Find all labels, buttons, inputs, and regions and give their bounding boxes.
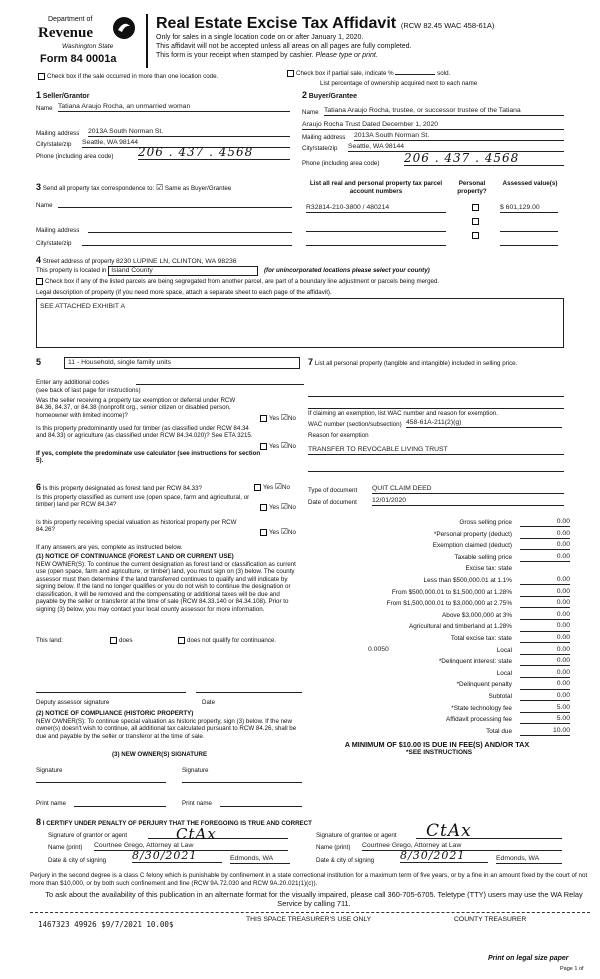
doc-type-row	[308, 487, 564, 494]
print-name-label-1: Print name	[36, 800, 66, 807]
seller-section	[36, 90, 292, 170]
exemption-no-checkbox[interactable]: ☑	[280, 413, 288, 422]
historic-no-label: No	[288, 529, 296, 536]
buyer-city-label: City/state/zip	[302, 145, 338, 152]
notice1-text: NEW OWNER(S): To continue the current designation as forest land or classification as current use (open space, farm and agriculture, or timber) land, you must sign on (3) below. The county assessor must then determine if the land transferred continues to qualify and will indicate by signing below. If the land no longer qualifies or you do not wish to continue the designation or classification, it will be removed and the compensating or additional taxes will be due and payable by the seller or transferor at the time of sale (RCW 84.33.140 or 84.34.108). Prior to signing (3) below, you may contact your local county assessor for more information.	[36, 561, 296, 613]
current-use-yes-no	[258, 502, 296, 512]
tax-row-label: Local	[496, 646, 512, 654]
partial-sale-check	[285, 70, 450, 78]
tax-row-value[interactable]: 5.00	[520, 715, 570, 724]
partial-sale-label: Check box if partial sale, indicate %	[296, 70, 394, 78]
buyer-phone-label: Phone (including area code)	[302, 160, 380, 167]
grantee-name-field[interactable]: Courtnee Grego, Attorney at Law	[362, 842, 562, 851]
multi-location-checkbox[interactable]	[38, 73, 45, 80]
if-yes-note: If any answers are yes, complete as instructed below.	[36, 544, 183, 551]
grantor-city-field[interactable]: Edmonds, WA	[230, 855, 290, 864]
tax-row-value[interactable]: 0.00	[520, 553, 570, 562]
current-use-q: Is this property classified as current use (open space, farm and agricultural, or timber) land per RCW 84.34?	[36, 494, 250, 509]
this-land-row	[36, 637, 304, 644]
segregated-label: Check box if any of the listed parcels are being segregated from another parcel, are part of a boundary line adjustment or parcels being merged.	[45, 278, 440, 286]
reason-field[interactable]: TRANSFER TO REVOCABLE LIVING TRUST	[308, 446, 564, 455]
seller-name-label: Name	[36, 105, 53, 112]
same-as-buyer-label: Same as Buyer/Grantee	[164, 185, 232, 192]
historic-yes-checkbox[interactable]	[260, 529, 267, 536]
forest-yes-label: Yes	[263, 484, 274, 491]
buyer-city-field[interactable]: Seattle, WA 98144	[348, 143, 564, 152]
legal-label: Legal description of property (if you need more space, attach a separate sheet to each page of the affidavit).	[36, 289, 332, 296]
assessed-value-1[interactable]: $ 601,129.00	[500, 204, 558, 213]
reason-label: Reason for exemption	[308, 432, 369, 439]
forest-q1	[36, 482, 202, 493]
segregated-row	[36, 278, 439, 286]
subtitle-2: This affidavit will not be accepted unless all areas on all pages are fully completed.	[156, 43, 412, 50]
buyer-mail-label: Mailing address	[302, 134, 346, 141]
tax-row-value[interactable]: 0.00	[520, 622, 570, 631]
subtitle-3a: This form is your receipt when stamped by cashier.	[156, 52, 314, 59]
personal-property-section	[308, 357, 564, 517]
historic-q: Is this property receiving special valuation as historical property per RCW 84.26?	[36, 519, 237, 534]
deputy-signature-line[interactable]	[36, 692, 186, 693]
doc-type-label: Type of document	[308, 487, 358, 494]
page-number: Page 1 of	[560, 966, 584, 972]
tax-row-value[interactable]: 0.00	[520, 611, 570, 620]
tax-row-label: *Delinquent penalty	[456, 681, 512, 689]
deputy-date-line[interactable]	[196, 692, 302, 693]
grantee-name-label: Name (print)	[316, 844, 351, 851]
subtitle-1: Only for sales in a single location code on or after January 1, 2020.	[156, 34, 364, 41]
tax-row-value[interactable]: 0.00	[520, 692, 570, 701]
exemption-claim-label: If claiming an exemption, list WAC number and reason for exemption.	[308, 410, 498, 417]
tax-row-value[interactable]: 10.00	[520, 727, 570, 736]
grantee-city-field[interactable]: Edmonds, WA	[496, 855, 562, 864]
buyer-num: 2	[302, 90, 308, 100]
buyer-name-label: Name	[302, 109, 319, 116]
buyer-head-label: Buyer/Grantee	[308, 93, 357, 100]
seller-phone-field[interactable]: 206 . 437 . 4568	[138, 145, 290, 160]
multi-location-check	[36, 73, 218, 81]
perjury-text: Perjury in the second degree is a class C felony which is punishable by confinement in a state correctional institution for a maximum term of five years, or by a fine in an amount fixed by the court of not more than $10,000, or by both such confinement and fine (RCW 9A.72.030 and RCW 9A.20.021(1)(c)).	[30, 872, 588, 887]
exemption-yes-checkbox[interactable]	[260, 415, 267, 422]
current-use-yes-checkbox[interactable]	[260, 504, 267, 511]
grantor-sig-label: Signature of grantor or agent	[48, 832, 128, 839]
revenue-logo-icon	[112, 16, 136, 40]
county-select[interactable]: Island County	[108, 266, 258, 276]
does-checkbox[interactable]	[110, 637, 117, 644]
buyer-mail-row	[302, 134, 564, 141]
additional-codes-field[interactable]	[136, 384, 304, 385]
personal-prop-checkbox-3[interactable]	[472, 232, 479, 239]
doc-date-label: Date of document	[308, 499, 357, 506]
does-not-label: does not qualify for continuance.	[187, 637, 277, 645]
doc-type-field[interactable]: QUIT CLAIM DEED	[372, 485, 564, 494]
tax-row-value[interactable]: 0.00	[520, 646, 570, 655]
grantee-date-label: Date & city of signing	[316, 857, 375, 864]
buyer-phone-row	[302, 151, 564, 167]
corr-mail-field[interactable]	[88, 232, 292, 233]
notice2-text: NEW OWNER(S): To continue special valuation as historic property, sign (3) below. If the new owner(s) doesn't wish to continue, all additional tax calculated pursuant to RCW 84.26, shall be due and payable by the seller or transferor at the time of sale.	[36, 718, 297, 740]
certify-row	[36, 817, 312, 828]
grantor-signature-line[interactable]	[148, 838, 288, 839]
new-owner-print-1[interactable]	[74, 800, 166, 807]
correspondence-section	[36, 182, 296, 250]
new-owner-signature-2[interactable]	[182, 782, 302, 783]
current-use-no-checkbox[interactable]: ☑	[280, 502, 288, 511]
seller-phone-label: Phone (including area code)	[36, 153, 114, 160]
see-back-note: (see back of last page for instructions)	[36, 387, 141, 394]
doc-date-row	[308, 499, 564, 506]
section6-num: 6	[36, 482, 42, 492]
revenue-logo-text: Revenue	[38, 25, 93, 41]
tax-row-label: Total due	[486, 727, 512, 735]
does-not-checkbox[interactable]	[178, 637, 185, 644]
legal-size-note: Print on legal size paper	[488, 955, 569, 962]
see-instructions-note: *SEE INSTRUCTIONS	[405, 749, 473, 757]
tax-row-label: Excise tax: state	[465, 565, 512, 573]
reason-field-2[interactable]	[308, 464, 564, 472]
tax-row-label: Local	[496, 669, 512, 677]
form-header	[36, 12, 596, 70]
buyer-name-row	[302, 109, 564, 116]
personal-prop-checkbox-2[interactable]	[472, 218, 479, 225]
tax-table	[308, 517, 570, 817]
does-not-option	[176, 637, 302, 645]
county-treasurer-label: COUNTY TREASURER	[454, 916, 527, 923]
forest-no-checkbox[interactable]: ☑	[274, 482, 282, 491]
additional-codes-row	[36, 379, 304, 386]
multi-location-label: Check box if the sale occurred in more than one location code.	[47, 73, 219, 81]
seller-mail-field[interactable]: 2013A South Norman St.	[88, 128, 290, 137]
located-label: This property is located in	[36, 267, 107, 274]
tax-row-label: Affidavit processing fee	[446, 716, 512, 724]
tax-row-value[interactable]: 0.00	[520, 599, 570, 608]
section8-num: 8	[36, 817, 42, 827]
corr-name-row	[36, 202, 292, 209]
buyer-phone-field[interactable]: 206 . 437 . 4568	[404, 151, 564, 166]
subtitle-3b: Please type or print.	[315, 52, 378, 59]
certify-label: I CERTIFY UNDER PENALTY OF PERJURY THAT THE FOREGOING IS TRUE AND CORRECT	[42, 820, 312, 827]
seller-mail-row	[36, 130, 292, 137]
tax-row-label: Gross selling price	[459, 519, 512, 526]
forest-yes-checkbox[interactable]	[254, 484, 261, 491]
buyer-mail-field[interactable]: 2013A South Norman St.	[354, 132, 564, 141]
notice2-heading: (2) NOTICE OF COMPLIANCE (HISTORIC PROPERTY)	[36, 710, 194, 717]
assessed-value-3[interactable]	[500, 238, 558, 246]
section5-num: 5	[36, 357, 42, 367]
tax-row-label: From $1,500,000.01 to $3,000,000 at 2.75%	[386, 600, 512, 608]
parcel-number-2[interactable]	[306, 224, 446, 232]
historic-yes-label: Yes	[269, 529, 280, 536]
wac-label: WAC number (section/subsection)	[308, 421, 402, 428]
new-owner-sig-heading: (3) NEW OWNER(S) SIGNATURE	[112, 751, 208, 758]
tax-row-label: *State technology fee	[451, 704, 512, 712]
seller-city-label: City/state/zip	[36, 141, 72, 148]
tax-row-value[interactable]: 0.00	[520, 588, 570, 597]
seller-heading	[36, 90, 89, 101]
seller-city-field[interactable]: Seattle, WA 98144	[82, 139, 290, 148]
buyer-name-field[interactable]: Tatiana Araujo Rocha, trustee, or successor trustee of the Tatiana	[324, 107, 564, 116]
land-use-code-select[interactable]: 11 - Household, single family units	[64, 357, 300, 369]
tax-row-value[interactable]: 0.00	[520, 518, 570, 527]
personal-prop-checkbox-1[interactable]	[472, 204, 479, 211]
correspondence-label: Send all property tax correspondence to:	[42, 185, 155, 192]
personal-property-field-2[interactable]	[308, 401, 564, 409]
this-land-label: This land:	[36, 637, 63, 644]
buyer-section	[302, 90, 564, 174]
wac-field[interactable]: 458-61A-211(2)(g)	[406, 419, 562, 428]
sold-label: sold.	[437, 70, 451, 78]
tax-row-value[interactable]: 0.00	[520, 634, 570, 643]
sig-label-2: Signature	[182, 767, 209, 774]
unincorp-note: (for unincorporated locations please select your county)	[263, 267, 430, 274]
tax-row-label: Taxable selling price	[454, 553, 512, 561]
street-label: Street address of property	[42, 258, 115, 265]
timber-question: Is this property predominantly used for timber (as classified under RCW 84.34 and 84.33) or agriculture (as classified under RCW 84.34.020)? See ETA 3215.	[36, 425, 253, 440]
street-field[interactable]: 8230 LUPINE LN, CLINTON, WA 98236	[116, 258, 246, 267]
segregated-checkbox[interactable]	[36, 278, 43, 285]
subtitle-3	[156, 52, 378, 60]
title-row	[156, 14, 494, 33]
additional-codes-label: Enter any additional codes	[36, 379, 109, 386]
form-title-ref: (RCW 82.45 WAC 458-61A)	[400, 21, 495, 30]
seller-name-field[interactable]: Tatiana Araujo Rocha, an unmarried woman	[58, 103, 290, 112]
historic-yes-no	[258, 527, 296, 537]
corr-city-field[interactable]	[82, 245, 292, 246]
grantee-sig-label: Signature of grantee or agent	[316, 832, 397, 839]
seller-mail-label: Mailing address	[36, 130, 80, 137]
property-section	[36, 255, 564, 350]
tax-row-label: Agricultural and timberland at 1.28%	[408, 623, 512, 631]
new-owner-signature-1[interactable]	[36, 782, 166, 783]
corr-mail-label: Mailing address	[36, 227, 80, 234]
land-use-section	[36, 357, 304, 477]
tax-row-label: Exemption claimed (deduct)	[432, 542, 512, 550]
availability-notice: To ask about the availability of this publication in an alternate format for the visually impaired, please call 360-705-6705. Teletype (TTY) users may use the WA Relay Service by calling 711.	[45, 890, 583, 908]
tax-row-value[interactable]: 0.00	[520, 530, 570, 539]
exemption-yes-no	[258, 413, 296, 423]
new-owner-print-2[interactable]	[220, 800, 302, 807]
grantor-date-label: Date & city of signing	[48, 857, 107, 864]
sig-label-1: Signature	[36, 767, 63, 774]
seller-head-label: Seller/Grantor	[42, 93, 90, 100]
current-use-yes-label: Yes	[269, 504, 280, 511]
grantor-date-field[interactable]: 8/30/2021	[132, 849, 222, 863]
tax-row-label: *Personal property (deduct)	[433, 530, 512, 538]
assessed-value-2[interactable]	[500, 224, 558, 232]
tax-row	[308, 554, 570, 566]
tax-row-label: Less than $500,000.01 at 1.1%	[423, 577, 512, 584]
current-use-no-label: No	[288, 504, 296, 511]
local-rate: 0.0050	[368, 645, 389, 653]
form-title: Real Estate Excise Tax Affidavit	[156, 15, 397, 32]
corr-city-row	[36, 240, 292, 247]
grantor-signature: CtAx	[176, 825, 217, 843]
print-name-label-2: Print name	[182, 800, 212, 807]
timber-no-label: No	[288, 443, 296, 450]
exemption-yes-label: Yes	[269, 415, 280, 422]
form-number: Form 84 0001a	[40, 53, 117, 65]
legal-description-box[interactable]: SEE ATTACHED EXHIBIT A	[36, 298, 564, 348]
assessed-col-header: Assessed value(s)	[502, 180, 558, 187]
partial-sale-checkbox[interactable]	[287, 70, 294, 77]
tax-row	[308, 728, 570, 740]
deputy-sig-label: Deputy assessor signature	[36, 699, 110, 706]
corr-mail-row	[36, 227, 292, 234]
parcel-table	[304, 180, 564, 250]
state-line: Washington State	[62, 43, 114, 50]
tax-row-value[interactable]: 0.00	[520, 541, 570, 550]
dept-line: Department of	[48, 16, 93, 23]
correspondence-heading	[36, 182, 231, 193]
timber-yes-checkbox[interactable]	[260, 443, 267, 450]
forest-q1-label: Is this property designated as forest land per RCW 84.33?	[42, 485, 202, 492]
treasurer-use-label: THIS SPACE TREASURER'S USE ONLY	[246, 916, 372, 923]
seller-num: 1	[36, 90, 42, 100]
calculator-note: If yes, complete the predominate use calculator (see instructions for section 5).	[36, 450, 261, 465]
doc-date-field[interactable]: 12/01/2020	[372, 497, 564, 506]
tax-row-value[interactable]: 0.00	[520, 657, 570, 666]
tax-row-value[interactable]: 0.00	[520, 680, 570, 689]
exemption-question: Was the seller receiving a property tax exemption or deferral under RCW 84.36, 84.37, or 84.38 (nonprofit org., senior citizen or disabled person, homeowner with limited income)?	[36, 397, 236, 419]
forest-q1-yes-no	[252, 482, 290, 492]
buyer-heading	[302, 90, 357, 101]
tax-row-label: From $500,000.01 to $1,500,000 at 1.28%	[391, 588, 512, 596]
parcel-number-3[interactable]	[306, 238, 446, 246]
historic-no-checkbox[interactable]: ☑	[280, 527, 288, 536]
certification-section	[36, 817, 564, 869]
grantee-date-field[interactable]: 8/30/2021	[400, 849, 488, 863]
tax-row-value[interactable]: 0.00	[520, 669, 570, 678]
recording-stamp: 1467323 49926 $9/7/2021 10.00$	[38, 920, 174, 929]
parcel-number-1[interactable]: R32814-210-3800 / 480214	[306, 204, 446, 213]
tax-row-label: Above $3,000,000 at 3%	[442, 611, 512, 619]
treasurer-divider	[30, 912, 590, 913]
corr-name-label: Name	[36, 202, 53, 209]
wac-row	[308, 421, 564, 428]
forest-no-label: No	[282, 484, 290, 491]
seller-name-row	[36, 105, 292, 112]
does-option	[108, 637, 132, 645]
forest-section	[36, 482, 304, 872]
section3-num: 3	[36, 182, 42, 192]
personal-property-label: List all personal property (tangible and intangible) included in selling price.	[314, 360, 518, 367]
located-row	[36, 266, 430, 276]
header-divider	[146, 14, 148, 68]
partial-sale-pct-field[interactable]	[395, 74, 435, 75]
timber-yes-label: Yes	[269, 443, 280, 450]
tax-row-label: Total excise tax: state	[450, 635, 512, 642]
tax-row-value[interactable]: 5.00	[520, 704, 570, 713]
does-label: does	[119, 637, 133, 645]
minimum-due-note: A MINIMUM OF $10.00 IS DUE IN FEE(S) AND/OR TAX	[344, 740, 530, 750]
section4-num: 4	[36, 255, 42, 265]
deputy-date-label: Date	[202, 699, 216, 706]
notice1-heading: (1) NOTICE OF CONTINUANCE (FOREST LAND OR CURRENT USE)	[36, 553, 234, 560]
tax-row-label: Subtotal	[488, 693, 512, 700]
tax-row-value[interactable]: 0.00	[520, 576, 570, 585]
personal-property-field-1[interactable]	[308, 389, 564, 397]
same-as-buyer-checkbox[interactable]: ☑	[155, 183, 164, 192]
personal-col-header: Personal property?	[457, 180, 487, 195]
corr-city-label: City/state/zip	[36, 240, 72, 247]
grantee-signature: CtAx	[426, 821, 472, 841]
parcel-col-header: List all real and personal property tax parcel account numbers	[309, 180, 443, 195]
seller-phone-row	[36, 145, 292, 160]
exemption-no-label: No	[288, 415, 296, 422]
perjury-notice	[30, 872, 590, 887]
grantor-name-field[interactable]: Courtnee Grego, Attorney at Law	[94, 842, 288, 851]
section7-row	[308, 357, 564, 368]
corr-name-field[interactable]	[58, 207, 292, 208]
list-pct-note: List percentage of ownership acquired next to each name	[320, 80, 478, 87]
grantor-name-label: Name (print)	[48, 844, 83, 851]
buyer-name-field-2[interactable]: Araujo Rocha Trust Dated December 1, 2020	[302, 121, 564, 130]
timber-no-checkbox[interactable]: ☑	[280, 441, 288, 450]
tax-row-label: *Delinquent interest: state	[438, 658, 512, 666]
section7-num: 7	[308, 357, 314, 367]
